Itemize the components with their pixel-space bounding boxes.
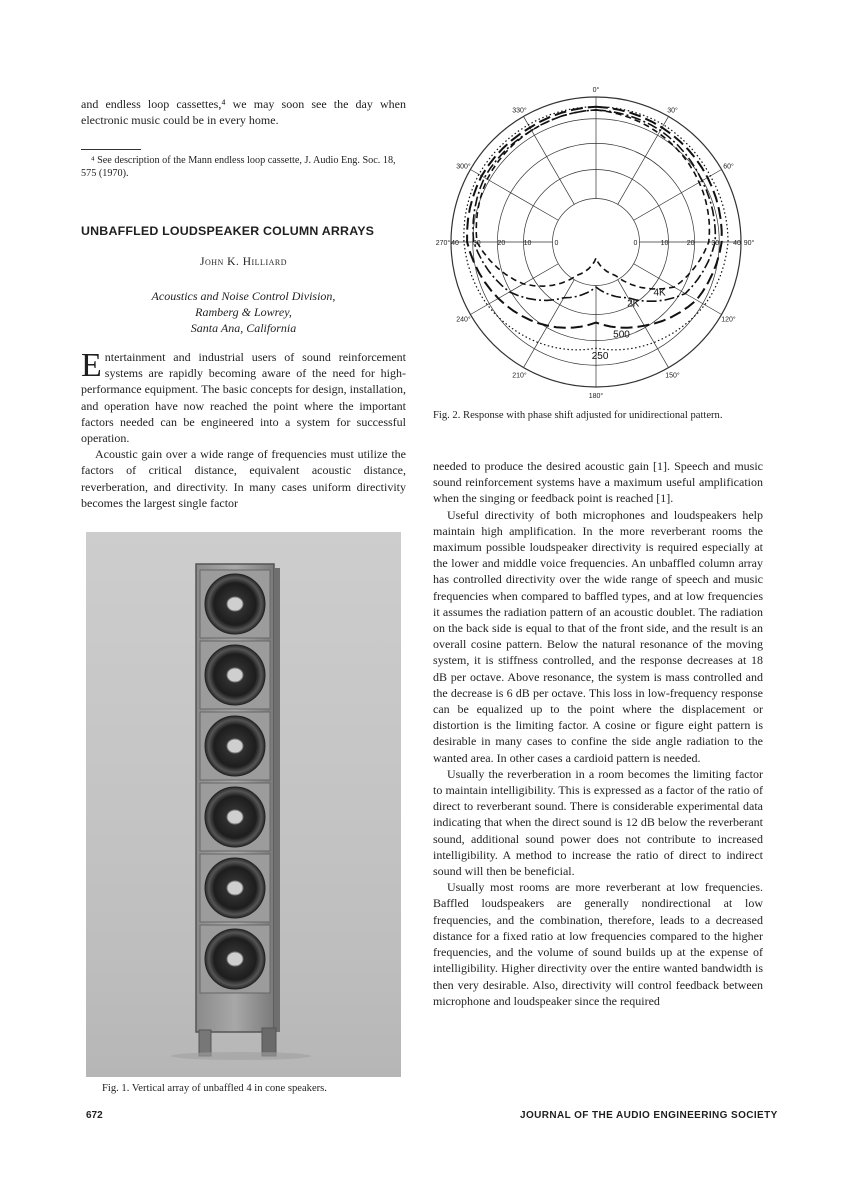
polar-labels (436, 86, 755, 400)
paragraph: Usually most rooms are more reverberant at low frequencies. Baffled loudspeakers are generally nondirectional at low frequencies, and the combination, therefore, leads to a decreased distance for a fixed ratio at low frequencies compared to the higher frequencies, and the volume of sound builds up at the expense of intelligibility. Higher directivity over the entire wanted bandwidth is then very desirable. Also, directivity will control feedback between microphone and loudspeaker since the required (433, 880, 763, 1008)
polar-ring (553, 199, 640, 286)
paragraph: Acoustic gain over a wide range of frequencies must utilize the factors of critical distance, equivalent acoustic distance, reverberation, and directivity. In many cases uniform directivity becomes the largest single factor (81, 447, 406, 510)
radial-label: 30 (472, 240, 481, 247)
series-label: 500 (613, 329, 630, 341)
angle-label: 270° (435, 240, 451, 247)
polar-spoke (524, 280, 575, 368)
angle-label: 150° (665, 372, 680, 380)
article-title: UNBAFFLED LOUDSPEAKER COLUMN ARRAYS (81, 224, 375, 238)
polar-spoke (470, 170, 558, 221)
drop-cap: E (81, 347, 102, 384)
angle-label: 90° (743, 240, 755, 247)
dust-cap (227, 952, 243, 966)
author-affiliation (81, 288, 406, 337)
angle-label: 300° (456, 163, 471, 171)
paragraph: Usually the reverberation in a room becomes the limiting factor to maintain intelligibility. This is expressed as a factor of the ratio of direct to reverberant sound. There is considerable experimental data indicating that when the direct sound is 12 dB below the reverberant sound, additional sound power does not contribute to increased intelligibility. A method to increase the ratio of direct to indirect sound will then be beneficial. (433, 766, 763, 879)
angle-label: 180° (588, 393, 604, 400)
angle-label: 210° (512, 372, 527, 380)
angle-label: 240° (456, 316, 471, 324)
polar-spoke (634, 264, 722, 315)
polar-spoke (470, 264, 558, 315)
polar-spoke (618, 116, 669, 204)
footnote-rule (81, 149, 141, 150)
left-top-paragraph: and endless loop cassettes,⁴ we may soon see the day when electronic music could be in every home. (81, 97, 406, 128)
angle-label: 330° (512, 107, 527, 115)
dust-cap (227, 668, 243, 682)
series-label: 4K (653, 287, 666, 299)
figure-2-caption: Fig. 2. Response with phase shift adjusted for unidirectional pattern. (433, 410, 723, 421)
angle-label: 60° (723, 163, 734, 171)
page-number: 672 (86, 1110, 103, 1121)
right-body-text (433, 458, 763, 1009)
polar-spoke (524, 116, 575, 204)
dust-cap (227, 810, 243, 824)
angle-label: 0° (592, 87, 600, 94)
radial-label: 10 (523, 240, 532, 247)
radial-label: 40 (451, 240, 459, 247)
speaker-column-illustration (86, 532, 401, 1077)
series-label: 2K (627, 298, 640, 310)
figure-1-caption: Fig. 1. Vertical array of unbaffled 4 in cone speakers. (102, 1083, 327, 1094)
radial-label: 0 (633, 240, 638, 247)
footnote: ⁴ See description of the Mann endless loop cassette, J. Audio Eng. Soc. 18, 575 (1970). (81, 155, 396, 179)
intro-paragraph-text: ntertainment and industrial users of sound reinforcement systems are rapidly becoming aware of the need for high-performance equipment. The basic concepts for design, installation, and operation have now reached the point where the important factors needed can be engineered into a system for successful operation. (81, 350, 407, 446)
angle-label: 120° (721, 316, 736, 324)
radial-label: 30 (711, 240, 720, 247)
angle-label: 30° (667, 107, 678, 115)
journal-name: JOURNAL OF THE AUDIO ENGINEERING SOCIETY (520, 1110, 778, 1121)
radial-label: 10 (660, 240, 669, 247)
polar-grid (451, 97, 741, 387)
radial-label: 0 (554, 240, 559, 247)
dust-cap (227, 597, 243, 611)
intro-text (81, 96, 406, 128)
paragraph: Useful directivity of both microphones and loudspeakers help maintain high amplification. In the more reverberant rooms the maximum possible loudspeaker directivity is required especially at the lower and middle voice frequencies. An unbaffled column array has controlled directivity over the wide range of speech and music frequencies when compared to baffled types, and at low frequencies it assumes the radiation pattern of an acoustic doublet. The radiation on the back side is equal to that of the front side, and the result is an overall cosine pattern. Below the natural resonance of the moving system, it is stiffness controlled, and the response decreases at 18 dB per octave. Above resonance, the system is mass controlled and the decrease is 6 dB per octave. This loss in low-frequency response can be equalized up to the point where the displacement or distortion is the limiting factor. A cosine or figure eight pattern is desirable in many cases to confine the side angle radiation to the wanted area. In other cases a cardioid pattern is needed. (433, 507, 763, 765)
intro-paragraph (81, 349, 406, 446)
series-label: 250 (591, 350, 609, 362)
speaker-column-photo (86, 532, 401, 1077)
left-body-text (81, 349, 406, 511)
affiliation-line: Santa Ana, California (190, 321, 297, 336)
article-author: John K. Hilliard (199, 256, 288, 268)
continued-paragraph: needed to produce the desired acoustic gain [1]. Speech and music sound reinforcement systems have a maximum useful amplification when the singing or feedback point is reached [1]. (433, 459, 763, 506)
radial-label: 20 (497, 240, 506, 247)
polar-response-chart (426, 87, 766, 400)
dust-cap (227, 881, 243, 895)
dust-cap (227, 739, 243, 753)
affiliation-line: Acoustics and Noise Control Division, (151, 289, 336, 303)
affiliation-line: Ramberg & Lowrey, (195, 305, 292, 320)
radial-label: 20 (686, 240, 695, 247)
radial-label: 40 (733, 240, 741, 247)
